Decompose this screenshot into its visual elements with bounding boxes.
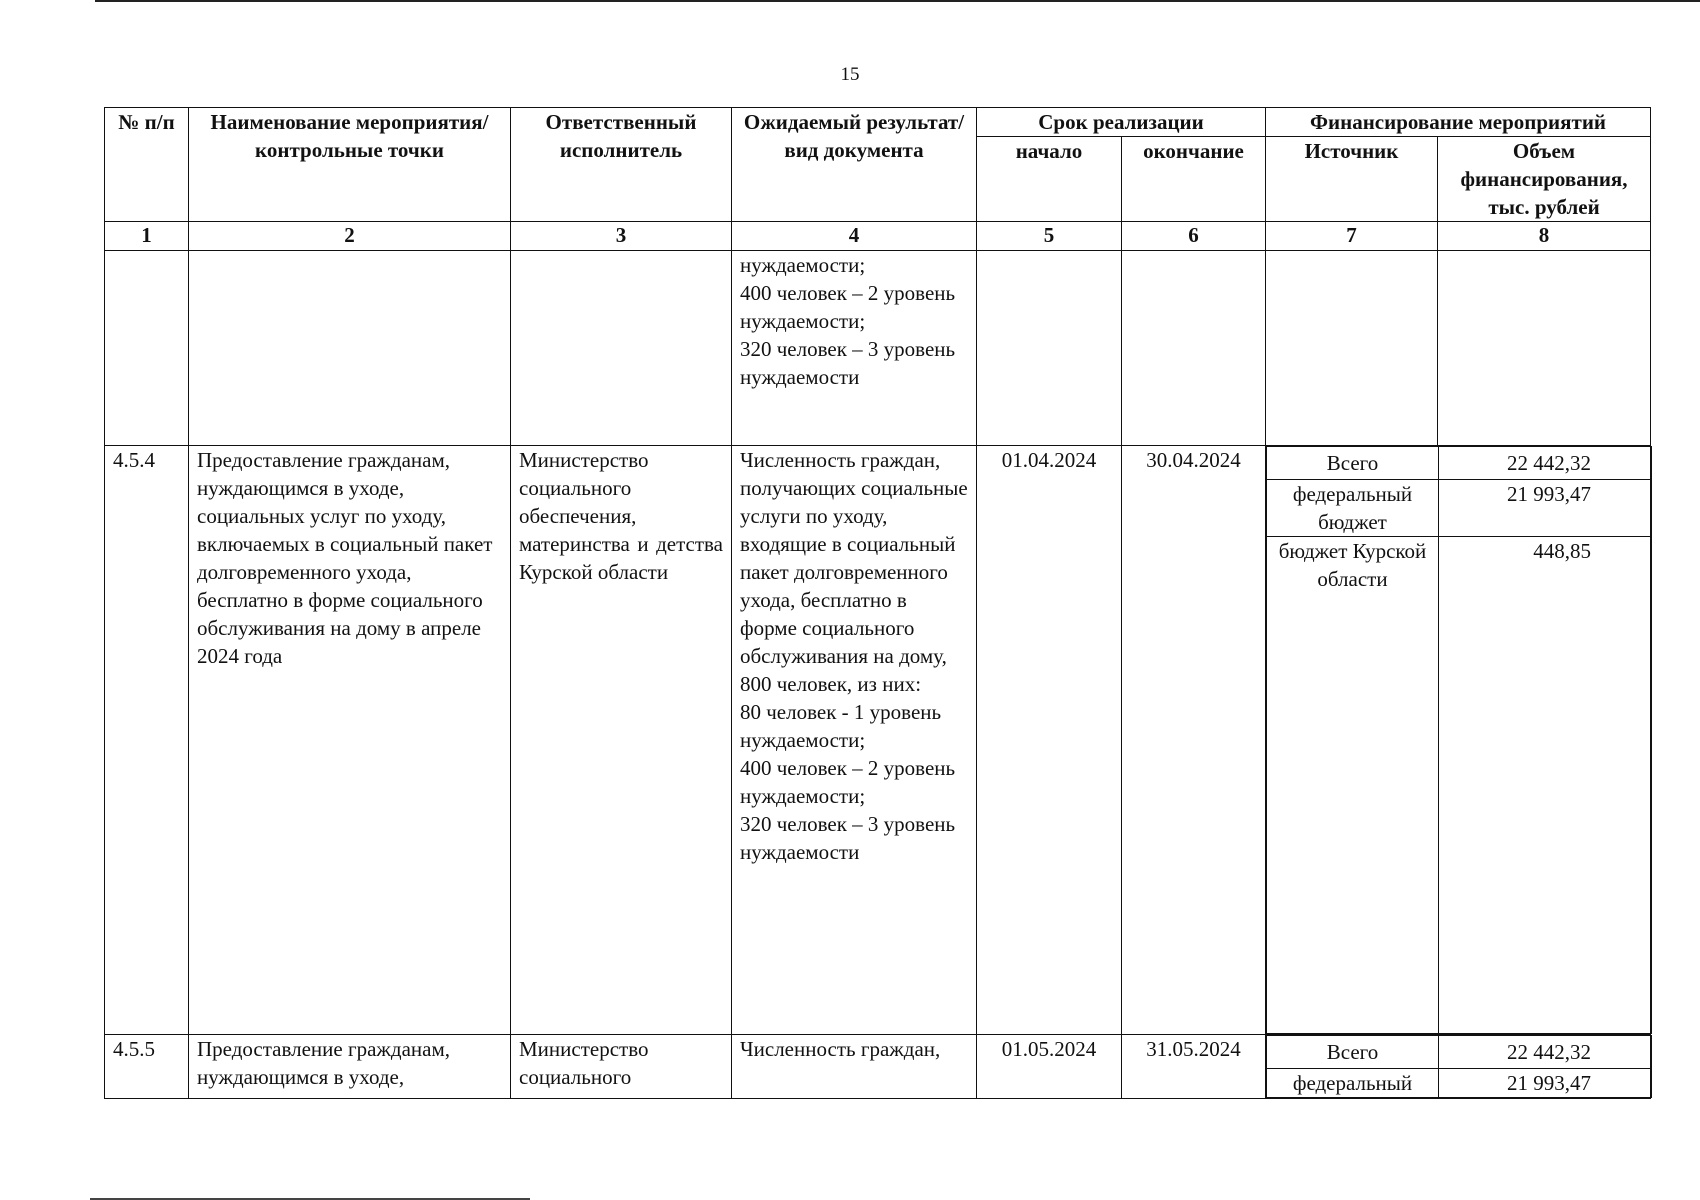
row-executor-text: Министерство социального обеспечения, материнства и детства Курской области (519, 448, 723, 584)
row-result-text: Численность граждан, получающих социальные услуги по уходу, входящие в социальный пакет долговременного ухода, бесплатно в форме социального обслуживания на дому, 800 человек, из них: 80 человек - 1 уровень нуждаемости; 400 человек – 2 уровень нуждаемости; 320 человек – 3 уровень нуждаемости (740, 448, 968, 864)
column-number-row (105, 222, 1651, 251)
header-financing-label: Финансирование мероприятий (1309, 110, 1607, 134)
header-name-label: Наименование мероприятия/контрольные точки (210, 110, 489, 162)
header-result-label: Ожидаемый результат/вид документа (743, 110, 965, 162)
continuation-result (732, 251, 977, 446)
measures-table (104, 107, 1651, 1099)
continuation-end (1122, 251, 1266, 446)
column-number: 2 (189, 222, 511, 251)
row-end-date (1122, 446, 1266, 1035)
financing-row (1267, 480, 1652, 537)
financing-source: федеральный (1267, 1069, 1439, 1098)
financing-source: федеральный бюджет (1267, 480, 1439, 537)
financing-row (1267, 447, 1652, 480)
column-number: 7 (1266, 222, 1438, 251)
continuation-amount (1438, 251, 1651, 446)
column-number: 6 (1122, 222, 1266, 251)
financing-row (1267, 537, 1652, 1034)
row-start-date-text: 01.05.2024 (1001, 1037, 1097, 1061)
financing-table (1266, 1035, 1652, 1098)
header-executor-label: Ответственный исполнитель (545, 110, 697, 162)
row-number (105, 446, 189, 1035)
row-end-date (1122, 1035, 1266, 1099)
financing-source: Всего (1267, 447, 1439, 480)
row-executor (511, 446, 732, 1035)
continuation-row (105, 251, 1651, 446)
header-number (105, 108, 189, 222)
row-name-text: Предоставление гражданам, нуждающимся в уходе, социальных услуг по уходу, включаемых в социальный пакет долговременного ухода, бесплатно в форме социального обслуживания на дому в апреле 2024 года (197, 448, 493, 668)
column-number: 8 (1438, 222, 1651, 251)
financing-amount: 22 442,32 (1439, 447, 1652, 480)
header-fin-amount-label: Объем финансирования, тыс. рублей (1460, 139, 1628, 219)
header-period-start-label: начало (1015, 139, 1083, 163)
financing-amount: 21 993,47 (1439, 480, 1652, 537)
financing-amount: 22 442,32 (1439, 1036, 1652, 1069)
row-start-date-text: 01.04.2024 (1001, 448, 1097, 472)
row-financing (1266, 1035, 1651, 1099)
header-fin-amount (1438, 137, 1651, 222)
row-result (732, 446, 977, 1035)
row-name (189, 1035, 511, 1099)
row-executor-text: Министерство социального (519, 1037, 649, 1089)
row-number-text: 4.5.5 (113, 1037, 155, 1061)
header-number-label: № п/п (118, 110, 175, 134)
scan-edge-top (95, 0, 1700, 2)
column-number: 5 (977, 222, 1122, 251)
row-start-date (977, 1035, 1122, 1099)
financing-source: Всего (1267, 1036, 1439, 1069)
row-name-text: Предоставление гражданам, нуждающимся в уходе, (197, 1037, 451, 1089)
row-executor (511, 1035, 732, 1099)
header-period-end (1122, 137, 1266, 222)
row-number (105, 1035, 189, 1099)
header-result (732, 108, 977, 222)
header-row (105, 108, 1651, 137)
table-row (105, 1035, 1651, 1099)
financing-amount: 448,85 (1439, 537, 1652, 1034)
financing-row (1267, 1069, 1652, 1098)
table-row (105, 446, 1651, 1035)
header-period (977, 108, 1266, 137)
row-name (189, 446, 511, 1035)
column-number: 3 (511, 222, 732, 251)
row-result (732, 1035, 977, 1099)
row-end-date-text: 30.04.2024 (1146, 448, 1241, 472)
continuation-name (189, 251, 511, 446)
row-result-text: Численность граждан, (740, 1037, 941, 1061)
header-period-end-label: окончание (1143, 139, 1244, 163)
financing-amount: 21 993,47 (1439, 1069, 1652, 1098)
financing-row (1267, 1036, 1652, 1069)
row-number-text: 4.5.4 (113, 448, 155, 472)
continuation-executor (511, 251, 732, 446)
column-number: 4 (732, 222, 977, 251)
header-fin-source-label: Источник (1304, 139, 1399, 163)
row-end-date-text: 31.05.2024 (1146, 1037, 1241, 1061)
continuation-num (105, 251, 189, 446)
continuation-result-text: нуждаемости; 400 человек – 2 уровень нуждаемости; 320 человек – 3 уровень нуждаемости (740, 253, 956, 389)
page-number: 15 (840, 64, 860, 85)
header-period-start (977, 137, 1122, 222)
column-number: 1 (105, 222, 189, 251)
header-period-label: Срок реализации (1038, 110, 1204, 134)
header-financing (1266, 108, 1651, 137)
continuation-start (977, 251, 1122, 446)
continuation-source (1266, 251, 1438, 446)
financing-table (1266, 446, 1652, 1034)
financing-source: бюджет Курской области (1267, 537, 1439, 1034)
row-financing (1266, 446, 1651, 1035)
header-name (189, 108, 511, 222)
row-start-date (977, 446, 1122, 1035)
header-executor (511, 108, 732, 222)
header-fin-source (1266, 137, 1438, 222)
